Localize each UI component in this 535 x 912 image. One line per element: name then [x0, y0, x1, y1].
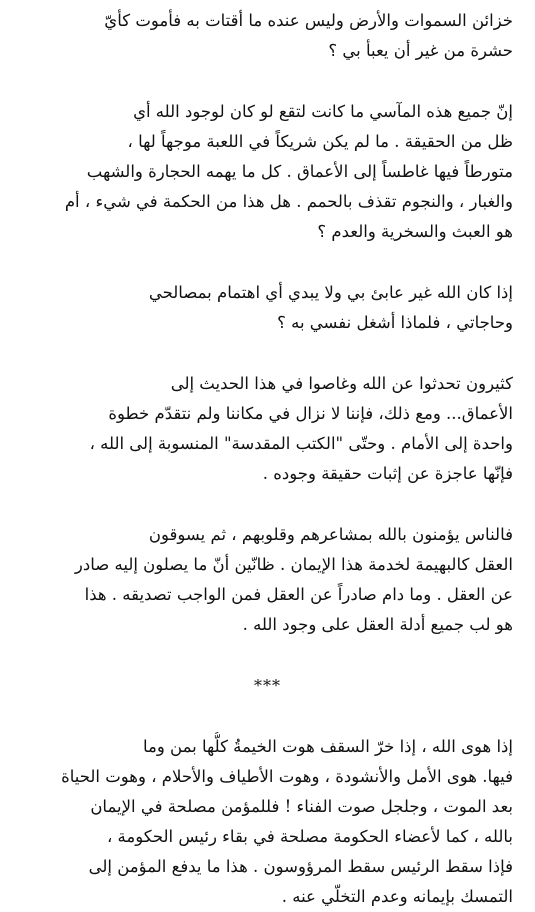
text-line: حشرة من غير أن يعبأ بي ؟: [328, 41, 513, 60]
paragraph-gap: [22, 489, 513, 520]
paragraph-4: [22, 369, 513, 489]
text-line: وحاجاتي ، فلماذا أشغل نفسي به ؟: [277, 313, 513, 332]
paragraph-6: [22, 732, 513, 912]
paragraph-5: [22, 520, 513, 640]
text-line: إنّ جميع هذه المآسي ما كانت لتقع لو كان لوجود الله أي: [133, 102, 513, 121]
section-separator: ***: [254, 676, 281, 695]
text-line: فإنّها عاجزة عن إثبات حقيقة وجوده .: [262, 464, 513, 483]
paragraph-gap: [22, 338, 513, 369]
text-line: إذا هوى الله ، إذا خرّ السقف هوت الخيمةُ كلُّها بمن وما: [142, 737, 513, 756]
paragraph-gap: [22, 66, 513, 97]
text-line: متورطاً فيها غاطساً إلى الأعماق . كل ما يهمه الحجارة والشهب: [86, 162, 513, 181]
paragraph-gap: [22, 701, 513, 732]
paragraph-gap: [22, 247, 513, 278]
text-line: بالله ، كما لأعضاء الحكومة مصلحة في بقاء رئيس الحكومة ،: [106, 827, 513, 846]
text-line: إذا كان الله غير عابئ بي ولا يبدي أي اهتمام بمصالحي: [148, 283, 513, 302]
paragraph-1: [22, 6, 513, 66]
text-line: ظل من الحقيقة . ما لم يكن شريكاً في اللعبة موجهاً لها ،: [127, 132, 513, 151]
text-line: فالناس يؤمنون بالله بمشاعرهم وقلوبهم ، ثم يسوقون: [148, 525, 513, 544]
text-line: عن العقل . وما دام صادراً عن العقل فمن الواجب تصديقه . هذا: [84, 585, 513, 604]
text-line: خزائن السموات والأرض وليس عنده ما أقتات به فأموت كأيّ: [104, 11, 513, 30]
text-line: واحدة إلى الأمام . وحتّى "الكتب المقدسة" المنسوبة إلى الله ،: [89, 434, 513, 453]
text-line: بعد الموت ، وجلجل صوت الفناء ! فللمؤمن مصلحة في الإيمان: [90, 797, 513, 816]
text-line: كثيرون تحدثوا عن الله وغاصوا في هذا الحديث إلى: [170, 374, 513, 393]
text-line: والغبار ، والنجوم تقذف بالحمم . هل هذا من الحكمة في شيء ، أم: [64, 192, 513, 211]
text-line: العقل كالبهيمة لخدمة هذا الإيمان . ظانّين أنّ ما يصلون إليه صادر: [74, 555, 513, 574]
text-line: هو العبث والسخرية والعدم ؟: [317, 222, 513, 241]
paragraph-gap: [22, 640, 513, 671]
paragraph-3: [22, 278, 513, 338]
paragraph-2: [22, 97, 513, 247]
text-line: التمسك بإيمانه وعدم التخلّي عنه .: [281, 887, 513, 906]
text-line: فيها. هوى الأمل والأنشودة ، وهوت الأطياف والأحلام ، وهوت الحياة: [61, 767, 513, 786]
text-line: هو لب جميع أدلة العقل على وجود الله .: [242, 615, 513, 634]
text-line: فإذا سقط الرئيس سقط المرؤوسون . هذا ما يدفع المؤمن إلى: [88, 857, 513, 876]
text-line: الأعماق... ومع ذلك، فإننا لا نزال في مكاننا ولم نتقدّم خطوة: [108, 404, 513, 423]
